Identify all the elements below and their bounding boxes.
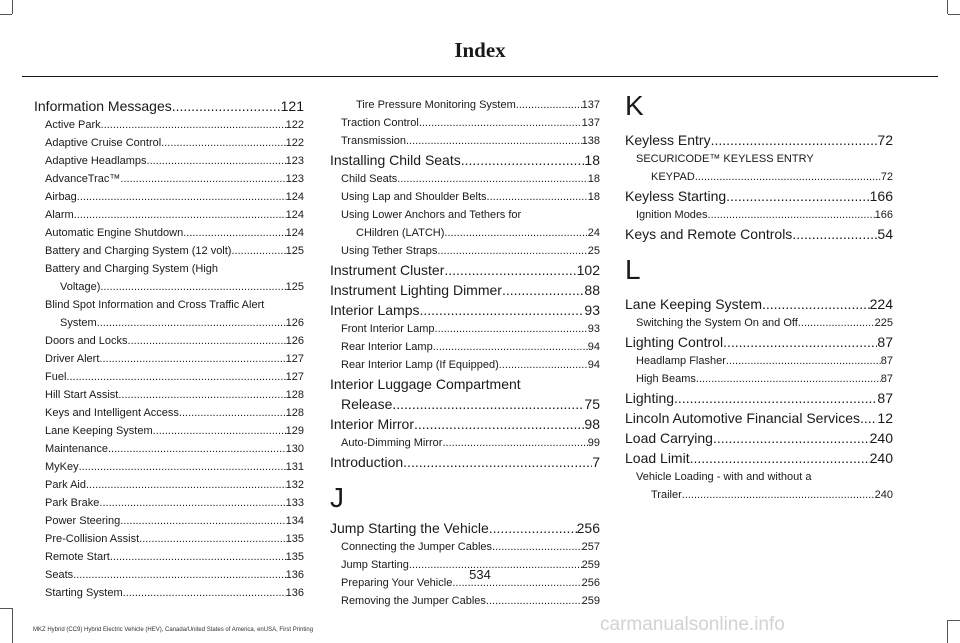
footer-text: MKZ Hybrid (CC9) Hybrid Electric Vehicle (HEV), Canada/United States of America, enUSA, First Printing bbox=[33, 627, 314, 633]
watermark: carmanualsonline.info bbox=[600, 614, 785, 635]
index-subentry-line[interactable]: Vehicle Loading - with and without a bbox=[636, 471, 812, 483]
index-column-2 bbox=[330, 96, 600, 610]
index-subentry[interactable]: KEYPAD ..... 72 bbox=[625, 168, 893, 186]
crop-mark bbox=[948, 620, 960, 621]
index-subentry[interactable]: Park Aid ..... 132 bbox=[34, 476, 304, 494]
index-subentry[interactable]: AdvanceTrac™ ..... 123 bbox=[34, 170, 304, 188]
index-subentry[interactable]: Remote Start ..... 135 bbox=[34, 548, 304, 566]
index-subentry[interactable]: Airbag ..... 124 bbox=[34, 188, 304, 206]
index-subentry-line[interactable]: SECURICODE™ KEYLESS ENTRY bbox=[636, 153, 814, 165]
index-subentry[interactable]: High Beams ..... 87 bbox=[625, 370, 893, 388]
index-heading[interactable]: Introduction ..... 7 bbox=[330, 452, 600, 472]
index-heading[interactable]: Installing Child Seats ..... 18 bbox=[330, 150, 600, 170]
index-subentry[interactable]: Driver Alert ..... 127 bbox=[34, 350, 304, 368]
crop-mark bbox=[12, 608, 13, 643]
index-subentry[interactable]: Using Lap and Shoulder Belts ..... 18 bbox=[330, 188, 600, 206]
crop-mark bbox=[947, 620, 948, 643]
index-subentry[interactable]: Removing the Jumper Cables ..... 259 bbox=[330, 592, 600, 610]
page-title: Index bbox=[454, 38, 506, 62]
index-heading[interactable]: Keyless Starting ..... 166 bbox=[625, 186, 893, 206]
index-heading[interactable]: Release ..... 75 bbox=[330, 394, 600, 414]
index-heading[interactable]: Interior Mirror ..... 98 bbox=[330, 414, 600, 434]
index-subentry[interactable]: Doors and Locks ..... 126 bbox=[34, 332, 304, 350]
index-heading[interactable]: Lighting ..... 87 bbox=[625, 388, 893, 408]
index-heading[interactable]: Jump Starting the Vehicle ..... 256 bbox=[330, 518, 600, 538]
page-number: 534 bbox=[469, 567, 491, 582]
index-heading[interactable]: Information Messages ..... 121 bbox=[34, 96, 304, 116]
index-subentry[interactable]: Maintenance ..... 130 bbox=[34, 440, 304, 458]
index-heading-line[interactable]: Interior Luggage Compartment bbox=[330, 376, 521, 392]
index-subentry[interactable]: Lane Keeping System ..... 129 bbox=[34, 422, 304, 440]
index-column-1 bbox=[34, 96, 304, 602]
index-heading[interactable]: Lighting Control ..... 87 bbox=[625, 332, 893, 352]
index-subentry[interactable]: Adaptive Cruise Control ..... 122 bbox=[34, 134, 304, 152]
index-subentry[interactable]: Jump Starting ..... 259 bbox=[330, 556, 600, 574]
index-subentry[interactable]: Starting System ..... 136 bbox=[34, 584, 304, 602]
index-subentry[interactable]: Voltage) ..... 125 bbox=[34, 278, 304, 296]
index-column-3 bbox=[625, 90, 893, 504]
index-subentry[interactable]: Power Steering ..... 134 bbox=[34, 512, 304, 530]
index-subentry[interactable]: Rear Interior Lamp (If Equipped) ..... 94 bbox=[330, 356, 600, 374]
crop-mark bbox=[0, 608, 12, 609]
index-subentry[interactable]: Front Interior Lamp ..... 93 bbox=[330, 320, 600, 338]
index-subentry-line[interactable]: Blind Spot Information and Cross Traffic Alert bbox=[45, 299, 265, 311]
index-subentry[interactable]: Child Seats ..... 18 bbox=[330, 170, 600, 188]
index-letter-j: J bbox=[330, 482, 344, 513]
index-subentry[interactable]: Alarm ..... 124 bbox=[34, 206, 304, 224]
index-subentry[interactable]: Switching the System On and Off ..... 225 bbox=[625, 314, 893, 332]
index-subentry-line[interactable]: Battery and Charging System (High bbox=[45, 263, 219, 275]
index-subentry[interactable]: Fuel ..... 127 bbox=[34, 368, 304, 386]
header-rule bbox=[22, 76, 938, 77]
crop-mark bbox=[0, 14, 12, 15]
crop-mark bbox=[948, 14, 960, 15]
index-subentry[interactable]: Keys and Intelligent Access ..... 128 bbox=[34, 404, 304, 422]
index-subentry[interactable]: Ignition Modes ..... 166 bbox=[625, 206, 893, 224]
index-heading[interactable]: Keyless Entry ..... 72 bbox=[625, 130, 893, 150]
index-subentry[interactable]: Hill Start Assist ..... 128 bbox=[34, 386, 304, 404]
index-subentry[interactable]: Seats ..... 136 bbox=[34, 566, 304, 584]
index-heading[interactable]: Instrument Cluster ..... 102 bbox=[330, 260, 600, 280]
index-subentry[interactable]: Connecting the Jumper Cables ..... 257 bbox=[330, 538, 600, 556]
index-subentry[interactable]: MyKey ..... 131 bbox=[34, 458, 304, 476]
index-subentry[interactable]: Traction Control ..... 137 bbox=[330, 114, 600, 132]
index-subentry[interactable]: Adaptive Headlamps ..... 123 bbox=[34, 152, 304, 170]
index-letter-l: L bbox=[625, 254, 641, 285]
index-subentry[interactable]: Rear Interior Lamp ..... 94 bbox=[330, 338, 600, 356]
index-subentry[interactable]: Tire Pressure Monitoring System ..... 137 bbox=[330, 96, 600, 114]
crop-mark bbox=[947, 0, 948, 14]
index-subentry[interactable]: Active Park ..... 122 bbox=[34, 116, 304, 134]
crop-mark bbox=[12, 0, 13, 14]
index-subentry[interactable]: Park Brake ..... 133 bbox=[34, 494, 304, 512]
index-subentry[interactable]: Headlamp Flasher ..... 87 bbox=[625, 352, 893, 370]
index-subentry[interactable]: Auto-Dimming Mirror ..... 99 bbox=[330, 434, 600, 452]
index-heading[interactable]: Lane Keeping System ..... 224 bbox=[625, 294, 893, 314]
index-heading[interactable]: Load Carrying ..... 240 bbox=[625, 428, 893, 448]
index-heading[interactable]: Keys and Remote Controls ..... 54 bbox=[625, 224, 893, 244]
index-heading[interactable]: Interior Lamps ..... 93 bbox=[330, 300, 600, 320]
index-subentry[interactable]: Trailer ..... 240 bbox=[625, 486, 893, 504]
index-subentry[interactable]: Battery and Charging System (12 volt) ..... 125 bbox=[34, 242, 304, 260]
index-letter-k: K bbox=[625, 90, 644, 121]
index-heading[interactable]: Load Limit ..... 240 bbox=[625, 448, 893, 468]
index-subentry[interactable]: Using Tether Straps ..... 25 bbox=[330, 242, 600, 260]
index-subentry[interactable]: Transmission ..... 138 bbox=[330, 132, 600, 150]
index-heading[interactable]: Lincoln Automotive Financial Services ..... 12 bbox=[625, 408, 893, 428]
index-subentry[interactable]: Pre-Collision Assist ..... 135 bbox=[34, 530, 304, 548]
index-subentry[interactable]: System ..... 126 bbox=[34, 314, 304, 332]
index-subentry-line[interactable]: Using Lower Anchors and Tethers for bbox=[341, 209, 522, 221]
index-heading[interactable]: Instrument Lighting Dimmer ..... 88 bbox=[330, 280, 600, 300]
index-subentry[interactable]: Preparing Your Vehicle ..... 256 bbox=[330, 574, 600, 592]
index-subentry[interactable]: CHildren (LATCH) ..... 24 bbox=[330, 224, 600, 242]
index-subentry[interactable]: Automatic Engine Shutdown ..... 124 bbox=[34, 224, 304, 242]
